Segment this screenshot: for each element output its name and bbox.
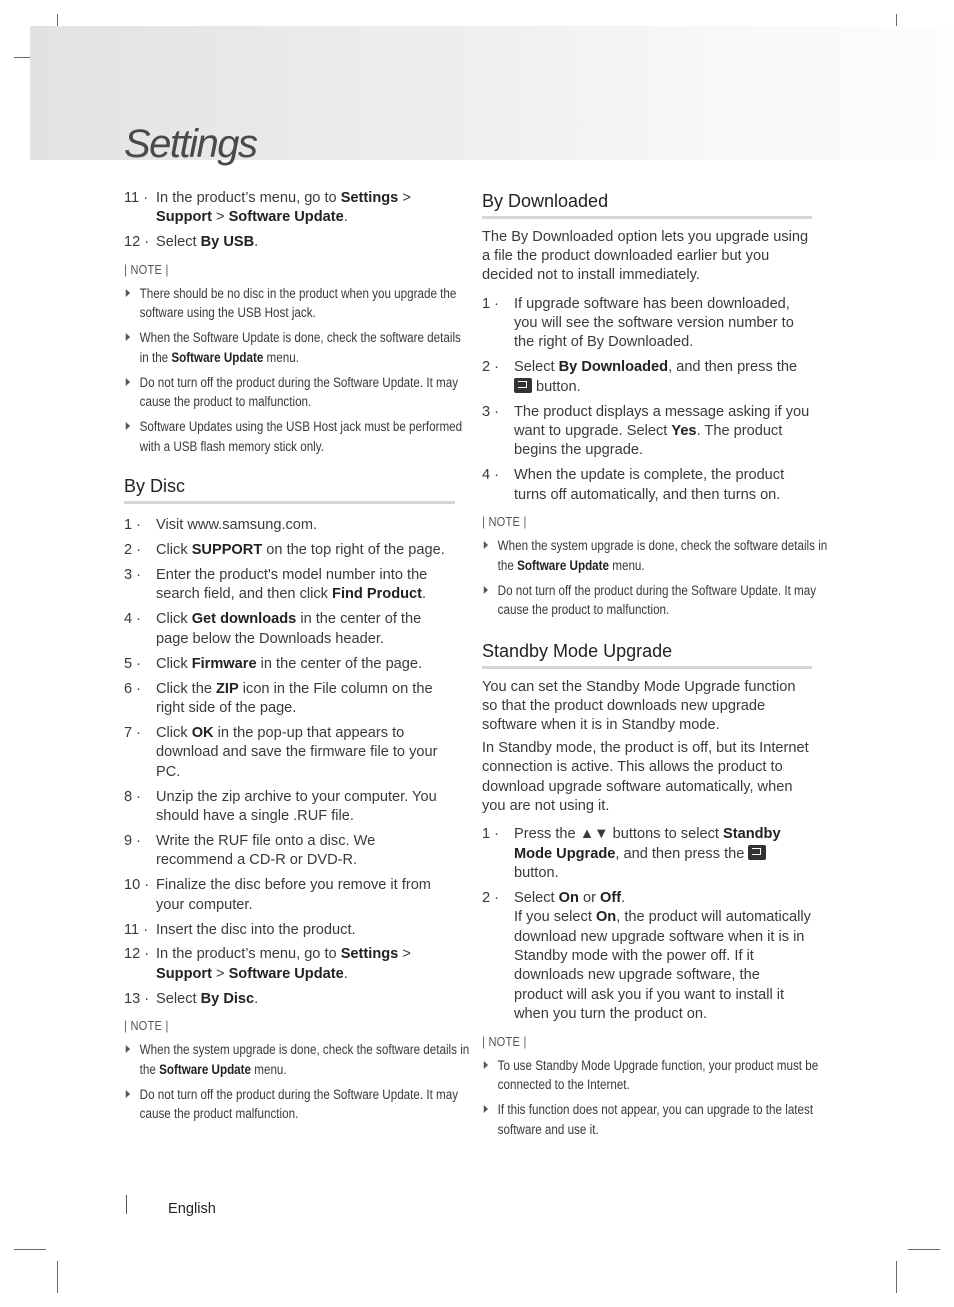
section-heading-by-downloaded: By Downloaded (482, 190, 812, 219)
step-item (124, 566, 455, 605)
note-item (124, 1040, 471, 1079)
step-text: Select On or Off. If you select On, the product will automatically download new upgrade software when it is in Standby mode with the power off. If it downloads new upgrade software, the product will ask you if you want to install it when you turn the product on. (514, 889, 811, 1023)
note-text: If this function does not appear, you can upgrade to the latest software and use it. (497, 1102, 814, 1137)
step-item (124, 921, 455, 940)
note-item (124, 1085, 471, 1124)
step-text: Select By USB. (156, 234, 259, 251)
note-text: When the Software Update is done, check the software details in the Software Update menu. (139, 330, 461, 365)
step-number: 1 · (482, 295, 500, 312)
step-text: The product displays a message asking if you want to upgrade. Select Yes. The product begins the upgrade. (514, 403, 810, 459)
step-number: 2 · (124, 542, 142, 559)
note-text: To use Standby Mode Upgrade function, your product must be connected to the Internet. (497, 1057, 819, 1093)
step-item (124, 610, 455, 649)
step-item (124, 516, 455, 535)
step-number: 13 · (124, 990, 150, 1007)
step-text: In the product’s menu, go to Settings > Support > Software Update. (156, 190, 411, 226)
bullet-arrow-icon (484, 541, 488, 549)
enter-button-icon (514, 378, 532, 393)
step-item (482, 825, 812, 883)
right-column (482, 190, 828, 1145)
step-text: In the product’s menu, go to Settings > Support > Software Update. (156, 946, 411, 982)
note-text: Do not turn off the product during the Software Update. It may cause the product to malfunction. (139, 374, 459, 410)
step-item (124, 655, 455, 674)
footer-language: English (168, 1201, 216, 1217)
step-number: 2 · (482, 359, 500, 376)
by-downloaded-steps (482, 295, 812, 506)
bullet-arrow-icon (126, 1045, 130, 1053)
left-column (124, 189, 470, 1129)
step-item (124, 189, 455, 228)
note-item (482, 1100, 828, 1139)
step-text: Click Firmware in the center of the page. (156, 655, 423, 672)
note-text: Software Updates using the USB Host jack must be performed with a USB flash memory stick only. (139, 419, 463, 454)
step-text: Finalize the disc before you remove it from your computer. (156, 877, 431, 913)
enter-button-icon (748, 845, 766, 860)
standby-para-2: In Standby mode, the product is off, but its Internet connection is active. This allows the product to download upgrade software automatically, when you are not using it. (482, 740, 809, 814)
step-number: 9 · (124, 832, 142, 849)
note-item (482, 536, 828, 575)
usb-notes (124, 284, 463, 457)
step-number: 12 · (124, 234, 150, 251)
step-number: 4 · (482, 467, 500, 484)
note-item (124, 373, 471, 412)
step-text: When the update is complete, the product turns off automatically, and then turns on. (514, 467, 785, 503)
standby-steps (482, 825, 812, 1025)
step-number: 11 · (124, 921, 149, 938)
step-text: Click the ZIP icon in the File column on the right side of the page. (156, 680, 433, 716)
step-number: 3 · (482, 403, 500, 420)
note-text: There should be no disc in the product when you upgrade the software using the USB Host jack. (139, 285, 457, 321)
step-text: Click OK in the pop-up that appears to download and save the firmware file to your PC. (156, 724, 438, 780)
crop-mark (896, 1261, 897, 1293)
step-text: Visit www.samsung.com. (156, 517, 318, 534)
step-number: 10 · (124, 877, 150, 894)
step-text: If upgrade software has been downloaded, you will see the software version number to the right of By Downloaded. (514, 295, 794, 351)
step-item (124, 680, 455, 719)
section-heading-standby: Standby Mode Upgrade (482, 640, 812, 669)
note-item (124, 417, 471, 456)
step-text: Write the RUF file onto a disc. We recommend a CD-R or DVD-R. (156, 832, 376, 869)
step-item (482, 403, 812, 461)
step-item (124, 233, 455, 252)
step-number: 11 · (124, 190, 149, 206)
note-label: | NOTE | (482, 514, 527, 530)
footer-divider (126, 1195, 127, 1214)
step-text: Select By Disc. (156, 990, 259, 1007)
bullet-arrow-icon (126, 1090, 130, 1098)
standby-notes (482, 1056, 819, 1140)
note-label: | NOTE | (124, 1018, 169, 1034)
bullet-arrow-icon (126, 289, 130, 297)
step-number: 8 · (124, 788, 142, 805)
step-item (124, 990, 455, 1009)
step-number: 12 · (124, 946, 150, 963)
note-text: Do not turn off the product during the Software Update. It may cause the product malfunction. (139, 1086, 459, 1122)
step-number: 1 · (124, 517, 142, 534)
step-text: Unzip the zip archive to your computer. You should have a single .RUF file. (156, 788, 437, 824)
page-title: Settings (124, 122, 257, 166)
step-number: 7 · (124, 724, 142, 741)
note-text: When the system upgrade is done, check the software details in the Software Update menu. (497, 538, 828, 573)
step-item (124, 788, 455, 827)
step-text: Enter the product's model number into the search field, and then click Find Product. (156, 567, 428, 603)
step-text: Insert the disc into the product. (156, 921, 356, 938)
step-number: 5 · (124, 655, 142, 672)
note-text: When the system upgrade is done, check the software details in the Software Update menu. (139, 1042, 470, 1077)
note-label: | NOTE | (124, 261, 169, 277)
bullet-arrow-icon (126, 422, 130, 430)
step-number: 2 · (482, 889, 500, 906)
note-item (482, 1056, 828, 1095)
crop-mark (14, 1249, 46, 1250)
step-item (482, 466, 812, 505)
step-text: Select By Downloaded, and then press the button. (514, 359, 798, 395)
step-item (124, 832, 455, 871)
crop-mark (908, 1249, 940, 1250)
standby-para-1: You can set the Standby Mode Upgrade function so that the product downloads new upgrade software when it is in Standby mode. (482, 678, 796, 734)
note-item (124, 284, 471, 323)
by-downloaded-intro: The By Downloaded option lets you upgrade using a file the product downloaded earlier but you decided not to install immediately. (482, 229, 809, 284)
note-label: | NOTE | (482, 1033, 527, 1049)
bullet-arrow-icon (484, 586, 488, 594)
step-text: Click Get downloads in the center of the page below the Downloads header. (156, 611, 422, 647)
by-downloaded-notes (482, 536, 828, 620)
bullet-arrow-icon (126, 378, 130, 386)
step-item (482, 295, 812, 353)
note-text: Do not turn off the product during the Software Update. It may cause the product to malfunction. (497, 582, 817, 618)
step-item (482, 358, 812, 397)
bullet-arrow-icon (484, 1105, 488, 1113)
step-number: 4 · (124, 611, 142, 628)
usb-steps (124, 189, 455, 253)
by-disc-notes (124, 1040, 470, 1124)
step-text: Click SUPPORT on the top right of the page. (156, 542, 445, 559)
bullet-arrow-icon (484, 1061, 488, 1069)
crop-mark (57, 1261, 58, 1293)
note-item (124, 328, 471, 367)
note-item (482, 581, 828, 620)
section-heading-by-disc: By Disc (124, 475, 455, 504)
bullet-arrow-icon (126, 333, 130, 341)
by-disc-steps (124, 513, 455, 1009)
step-number: 3 · (124, 567, 142, 584)
step-item (124, 945, 455, 984)
step-number: 6 · (124, 680, 142, 697)
step-number: 1 · (482, 826, 500, 843)
step-item (124, 876, 455, 915)
step-item (124, 724, 455, 782)
step-item (124, 541, 455, 560)
step-text: Press the ▲▼ buttons to select Standby Mode Upgrade, and then press the button. (514, 826, 781, 881)
step-item (482, 889, 812, 1025)
